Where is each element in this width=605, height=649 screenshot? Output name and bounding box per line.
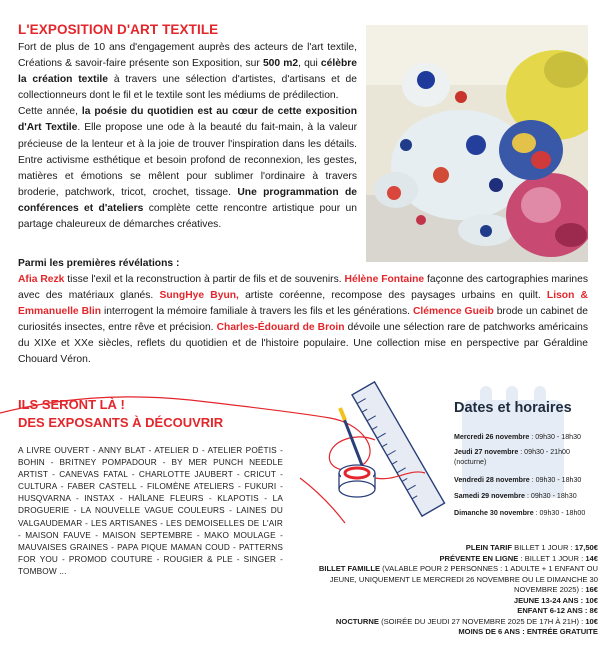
intro-paragraph-1: Fort de plus de 10 ans d'engagement auprès des acteurs de l'art textile, Créations & savoir-faire présente son Exposition, sur 500 m2, qui célèbre la création textile à travers une sélection d'artistes, d'artisans et de collectionneurs dont le fil et le textile sont les médiums de prédilection.: [18, 42, 357, 102]
date-row: Dimanche 30 novembre : 09h30 - 18h00: [454, 509, 586, 517]
price-presale: PRÉVENTE EN LIGNE : BILLET 1 JOUR : 14€: [439, 553, 598, 563]
artist-name: SungHye Byun,: [159, 290, 239, 302]
textile-sculpture-photo: [366, 25, 588, 262]
ruler-and-thread-illustration: [325, 378, 455, 528]
date-row: (nocturne): [454, 458, 487, 466]
exhibitors-list: A LIVRE OUVERT - ANNY BLAT - ATELIER D - ATELIER POËTIS - BOHIN - BRITNEY POMPADOUR - BY MER PUNCH NEEDLE ARTIST - CANEVAS FATAL - CHARLOTTE JAUBERT - CRICUT - CULTURA - FABER CASTELL - FILOMÈNE ATELIERS - FUKURI - HUSQVARNA - INSTAX - HAÏLANE FLEURS - KLAPOTIS - LA DROGUERIE - LA NOUVELLE VAGUE COULEURS - LAINES DU VALGAUDEMAR - LES ARTISANES - LES DEMOISELLES DE L'AIR - MAISON FAUVE - MAISON SEPTEMBRE - MAKO MOULAGE - MAUVAISES GRAINES - PAPA PIQUE MAMAN COUD - PATTERNS FOR YOU - PROMOD COUTURE - ROUGIER & PLE - SINGER - TOMBOW ...: [18, 446, 283, 576]
exhibitors-title-line-1: ILS SERONT LÀ !: [18, 397, 125, 412]
date-row: Jeudi 27 novembre : 09h30 - 21h00: [454, 448, 570, 456]
price-family: BILLET FAMILLE (VALABLE POUR 2 PERSONNES : 1 ADULTE + 1 ENFANT OU JEUNE, UNIQUEMENT LE MERCREDI 26 NOVEMBRE OU LE DIMANCHE 30 NOVEMBRE 2025) : 16€: [318, 564, 598, 594]
price-child: ENFANT 6-12 ANS : 8€: [517, 606, 598, 615]
dates-title: Dates et horaires: [454, 400, 572, 416]
price-under-6: MOINS DE 6 ANS : ENTRÉE GRATUITE: [458, 627, 598, 636]
artist-name: Afia Rezk: [18, 274, 65, 285]
date-row: Vendredi 28 novembre : 09h30 - 18h30: [454, 476, 582, 484]
revelations-text: Afia Rezk tisse l'exil et la reconstruction à partir de fils et de souvenirs. Hélène Fontaine façonne des cartographies marines avec des matériaux glanés. SungHye Byun, artiste coréenne, recompose des paysages urbains en quilt. Lison & Emmanuelle Blin interrogent la mémoire familiale à travers les fils et les générations. Clémence Gueib brode un cabinet de curiosités insectes, entre rêve et précision. Charles-Édouard de Broin dévoile une sélection rare de patchworks américains du XIXe et XXe siècles, reflets du quotidien et de l'histoire populaire. Une collection mise en perspective par Géraldine Chouard Véron.: [18, 274, 588, 366]
exhibitors-title-line-2: DES EXPOSANTS À DÉCOUVRIR: [18, 415, 224, 430]
intro-paragraph-2: Cette année, la poésie du quotidien est au cœur de cette exposition d'Art Textile. Elle propose une ode à la beauté du fait-main, à la valeur précieuse de la lenteur et à la joie de trouver l'inspiration dans les détails. Entre activisme esthétique et besoin profond de reconnexion, les gestes, matières et émotions se mêlent pour sublimer l'ordinaire à travers broderie, patchwork, tricot, crochet, tissage. Une programmation de conférences et d'ateliers complète cette rencontre artistique pour un partage chaleureux de démarches créatives.: [18, 106, 358, 231]
exhibitors-title: [18, 396, 278, 432]
date-row: Samedi 29 novembre : 09h30 - 18h30: [454, 492, 577, 500]
price-youth: JEUNE 13-24 ANS : 10€: [513, 595, 598, 605]
artist-name: Charles-Édouard de Broin: [216, 322, 345, 334]
price-night: NOCTURNE (SOIRÉE DU JEUDI 27 NOVEMBRE 2025 DE 17H À 21H) : 10€: [335, 616, 598, 626]
date-row: Mercredi 26 novembre : 09h30 - 18h30: [454, 433, 581, 441]
exhibition-title: L'EXPOSITION D'ART TEXTILE: [18, 22, 219, 37]
artist-name: Hélène Fontaine: [344, 274, 425, 285]
price-list: [290, 543, 598, 638]
artist-name: Clémence Gueib: [412, 306, 494, 318]
intro-text: [18, 40, 357, 233]
artist-name: Lison & Emmanuelle Blin: [18, 290, 588, 318]
revelations-heading: Parmi les premières révélations :: [18, 258, 180, 269]
price-full: PLEIN TARIF BILLET 1 JOUR : 17,50€: [465, 543, 598, 552]
